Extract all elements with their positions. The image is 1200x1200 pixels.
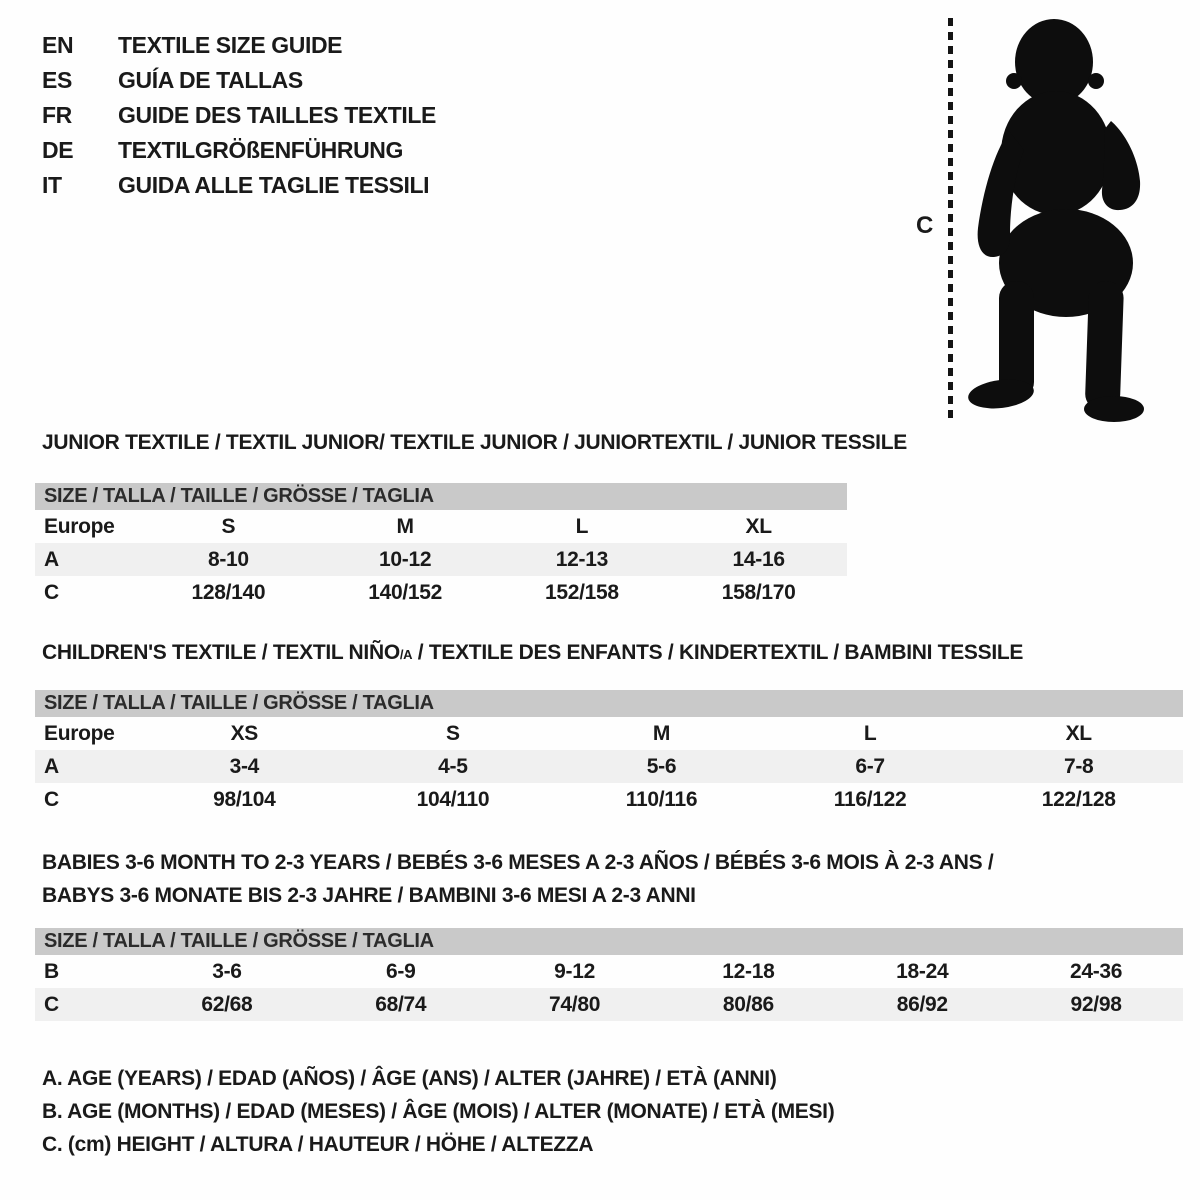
- age-cell: 3-6: [212, 959, 242, 983]
- size-cell: XL: [745, 514, 772, 538]
- height-cell: 98/104: [213, 787, 276, 811]
- junior-table: [35, 483, 847, 609]
- guide-title-it: GUIDA ALLE TAGLIE TESSILI: [118, 172, 430, 198]
- table-row: [35, 717, 1183, 750]
- height-cell: 122/128: [1041, 787, 1116, 811]
- row-label: C: [44, 787, 59, 811]
- age-cell: 4-5: [438, 754, 468, 778]
- height-cell: 128/140: [191, 580, 266, 604]
- size-cell: XS: [230, 721, 258, 745]
- size-header-bar: SIZE / TALLA / TAILLE / GRÖSSE / TAGLIA: [35, 928, 1183, 955]
- babies-table: [35, 928, 1183, 1021]
- height-cell: 104/110: [416, 787, 490, 811]
- row-label: Europe: [44, 514, 115, 538]
- row-label: A: [44, 547, 59, 571]
- language-row-de: [42, 133, 436, 168]
- age-cell: 3-4: [229, 754, 260, 778]
- height-cell: 158/170: [721, 580, 796, 604]
- guide-title-de: TEXTILGRÖßENFÜHRUNG: [118, 137, 403, 163]
- age-cell: 5-6: [646, 754, 677, 778]
- height-measure-dashed-line: [948, 18, 953, 420]
- toddler-silhouette: [963, 13, 1145, 425]
- size-cell: S: [446, 721, 460, 745]
- size-cell: S: [221, 514, 236, 538]
- row-label: Europe: [44, 721, 115, 745]
- height-cell: 92/98: [1070, 992, 1122, 1016]
- guide-title-fr: GUIDE DES TAILLES TEXTILE: [118, 102, 436, 128]
- table-row: [35, 510, 847, 543]
- language-code: ES: [42, 67, 72, 93]
- row-label: A: [44, 754, 59, 778]
- babies-title-line1: BABIES 3-6 MONTH TO 2-3 YEARS / BEBÉS 3-6 MESES A 2-3 AÑOS / BÉBÉS 3-6 MOIS À 2-3 ANS /: [42, 851, 994, 874]
- age-cell: 7-8: [1063, 754, 1094, 778]
- row-label: C: [44, 992, 59, 1016]
- guide-title-es: GUÍA DE TALLAS: [118, 67, 303, 93]
- size-header-bar: SIZE / TALLA / TAILLE / GRÖSSE / TAGLIA: [35, 690, 1183, 717]
- size-header-bar: SIZE / TALLA / TAILLE / GRÖSSE / TAGLIA: [35, 483, 847, 510]
- children-table: [35, 690, 1183, 816]
- language-header: [42, 28, 436, 203]
- junior-table-title: JUNIOR TEXTILE / TEXTIL JUNIOR/ TEXTILE JUNIOR / JUNIORTEXTIL / JUNIOR TESSILE: [42, 431, 907, 454]
- age-cell: 12-18: [722, 959, 775, 983]
- age-cell: 14-16: [732, 547, 785, 571]
- legend-height-cm: C. (cm) HEIGHT / ALTURA / HAUTEUR / HÖHE / ALTEZZA: [42, 1133, 594, 1156]
- height-cell: 68/74: [375, 992, 427, 1016]
- language-code: FR: [42, 102, 72, 128]
- size-cell: L: [863, 721, 877, 745]
- legend-age-months: B. AGE (MONTHS) / EDAD (MESES) / ÂGE (MOIS) / ALTER (MONATE) / ETÀ (MESI): [42, 1100, 835, 1123]
- height-cell: 116/122: [833, 787, 907, 811]
- table-row: [35, 988, 1183, 1021]
- language-row-it: [42, 168, 436, 203]
- height-cell: 140/152: [368, 580, 443, 604]
- children-title-pre: CHILDREN'S TEXTILE / TEXTIL NIÑO: [42, 641, 400, 664]
- age-cell: 6-7: [855, 754, 885, 778]
- age-cell: 24-36: [1069, 959, 1123, 983]
- language-row-es: [42, 63, 436, 98]
- height-cell: 74/80: [549, 992, 601, 1016]
- height-measure-label: C: [916, 212, 934, 239]
- table-row: [35, 576, 847, 609]
- height-cell: 86/92: [896, 992, 948, 1016]
- language-row-fr: [42, 98, 436, 133]
- table-row: [35, 543, 847, 576]
- age-cell: 10-12: [379, 547, 432, 571]
- table-row: [35, 955, 1183, 988]
- age-cell: 6-9: [386, 959, 416, 983]
- size-cell: XL: [1065, 721, 1092, 745]
- children-title-post: / TEXTILE DES ENFANTS / KINDERTEXTIL / BAMBINI TESSILE: [412, 641, 1024, 664]
- language-code: IT: [42, 172, 62, 198]
- language-row-en: [42, 28, 436, 63]
- age-cell: 8-10: [207, 547, 249, 571]
- children-table-title: [42, 641, 1023, 665]
- row-label: B: [44, 959, 59, 983]
- height-cell: 80/86: [722, 992, 774, 1016]
- children-title-subscript: /A: [399, 647, 413, 662]
- age-cell: 9-12: [554, 959, 595, 983]
- size-cell: M: [396, 514, 414, 538]
- babies-title-line2: BABYS 3-6 MONATE BIS 2-3 JAHRE / BAMBINI 3-6 MESI A 2-3 ANNI: [42, 884, 696, 907]
- table-row: [35, 783, 1183, 816]
- babies-table-title: [42, 846, 993, 912]
- row-label: C: [44, 580, 59, 604]
- size-cell: L: [575, 514, 589, 538]
- legend: [42, 1062, 834, 1161]
- height-cell: 152/158: [544, 580, 619, 604]
- age-cell: 12-13: [555, 547, 608, 571]
- height-cell: 110/116: [625, 787, 698, 811]
- guide-title-en: TEXTILE SIZE GUIDE: [118, 32, 343, 58]
- legend-age-years: A. AGE (YEARS) / EDAD (AÑOS) / ÂGE (ANS) / ALTER (JAHRE) / ETÀ (ANNI): [42, 1067, 777, 1090]
- height-cell: 62/68: [201, 992, 253, 1016]
- language-code: EN: [42, 32, 74, 58]
- size-cell: M: [652, 721, 671, 745]
- table-row: [35, 750, 1183, 783]
- age-cell: 18-24: [896, 959, 949, 983]
- language-code: DE: [42, 137, 74, 163]
